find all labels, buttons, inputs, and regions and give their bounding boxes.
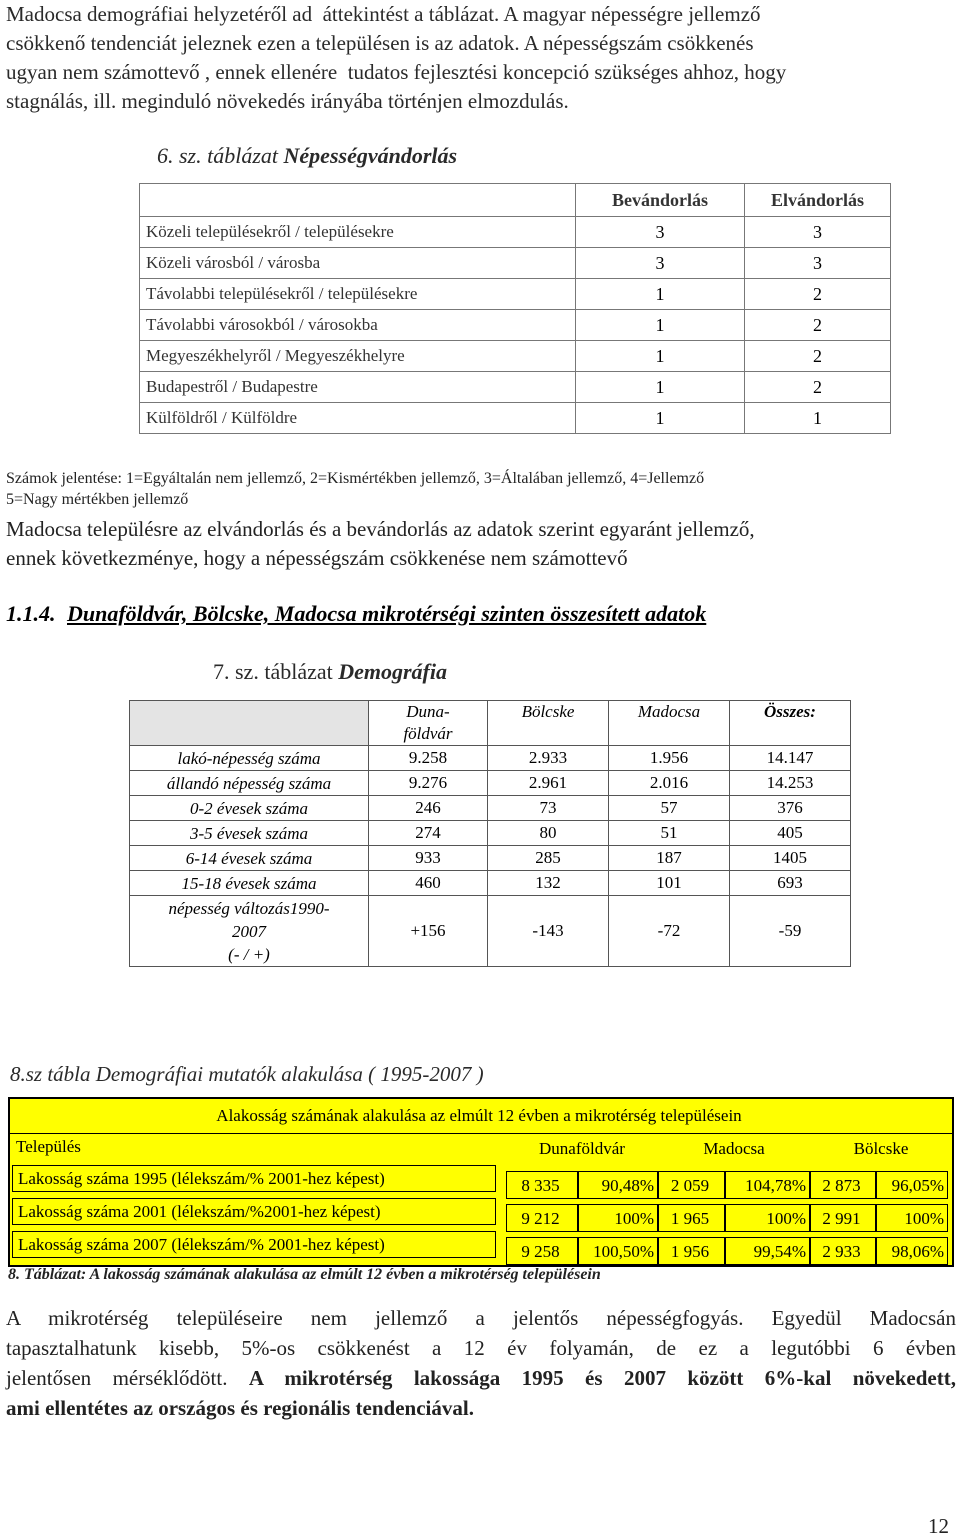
para3-line-1: A mikrotérség településeire nem jellemző a jelentős népességfogyás. Egyedül Madocsán [6, 1306, 956, 1330]
cell-value: 14.147 [730, 746, 851, 771]
section-number: 1.1.4. [6, 601, 56, 626]
cell-value: 9.276 [369, 771, 488, 796]
cell-value: 1405 [730, 846, 851, 871]
intro-paragraph [6, 0, 956, 116]
cell-value: 96,05% [876, 1171, 948, 1199]
column-header: Duna- földvár [369, 701, 488, 746]
cell-value: 8 335 [506, 1171, 578, 1199]
cell-value: 1 956 [658, 1237, 725, 1265]
para3-line-3-bold: A mikrotérség lakossága 1995 és 2007 között 6%-kal növekedett, [248, 1366, 956, 1390]
cell-value: 90,48% [578, 1171, 658, 1199]
cell-value: 51 [609, 821, 730, 846]
cell-value: 1 965 [658, 1204, 725, 1232]
column-header: Madocsa [609, 701, 730, 746]
cell-value: 274 [369, 821, 488, 846]
table-row [140, 248, 891, 279]
table7-caption-prefix: 7. sz. táblázat [213, 659, 339, 684]
cell-value: 1.956 [609, 746, 730, 771]
table7-caption [213, 659, 447, 685]
row-label: népesség változás1990- 2007 (- / +) [130, 896, 369, 967]
town-header: Dunaföldvár [506, 1133, 658, 1161]
intro-line-2: csökkenő tendenciát jeleznek ezen a településen is az adatok. A népességszám csökkenés [6, 31, 754, 55]
emigration-value: 3 [745, 217, 891, 248]
cell-value: 285 [488, 846, 609, 871]
para3-line-3 [6, 1363, 956, 1393]
cell-value: 9 258 [506, 1237, 578, 1265]
cell-value: 2.961 [488, 771, 609, 796]
table7-corner [130, 701, 369, 746]
table8-header-label: Település [10, 1133, 506, 1161]
cell-value: 376 [730, 796, 851, 821]
cell-value: 246 [369, 796, 488, 821]
legend-line-2: 5=Nagy mértékben jellemző [6, 491, 189, 508]
emigration-value: 3 [745, 248, 891, 279]
row-label: Távolabbi városokból / városokba [140, 310, 576, 341]
cell-value: 14.253 [730, 771, 851, 796]
town-header: Bölcske [810, 1133, 952, 1161]
cell-value: 80 [488, 821, 609, 846]
row-label: Közeli városból / városba [140, 248, 576, 279]
table6-header-in: Bevándorlás [576, 184, 745, 217]
table6-caption-title: Népességvándorlás [283, 143, 458, 168]
cell-value: 104,78% [725, 1171, 810, 1199]
intro-line-3: ugyan nem számottevő , ennek ellenére tudatos fejlesztési koncepció szükséges ahhoz, hogy [6, 60, 787, 84]
row-label: Megyeszékhelyről / Megyeszékhelyre [140, 341, 576, 372]
row-label: 0-2 évesek száma [130, 796, 369, 821]
row-label: Távolabbi településekről / településekre [140, 279, 576, 310]
cell-value: 100% [578, 1204, 658, 1232]
intro-line-1: Madocsa demográfiai helyzetéről ad áttekintést a táblázat. A magyar népességre jellemző [6, 2, 761, 26]
row-label: Lakosság száma 1995 (lélekszám/% 2001-hez képest) [12, 1165, 496, 1192]
table-row [130, 871, 851, 896]
legend-line-1: Számok jelentése: 1=Egyáltalán nem jellemző, 2=Kismértékben jellemző, 3=Általában jellemző, 4=Jellemző [6, 470, 705, 487]
para3-line-2: tapasztalhatunk kisebb, 5%-os csökkenést a 12 év folyamán, de ez a legutóbbi 6 évben [6, 1336, 956, 1360]
para2-line-1: Madocsa településre az elvándorlás és a bevándorlás az adatok szerint egyaránt jellemző, [6, 517, 755, 541]
cell-value: 132 [488, 871, 609, 896]
town-header: Madocsa [658, 1133, 810, 1161]
section-title: Dunaföldvár, Bölcske, Madocsa mikrotérségi szinten összesített adatok [67, 601, 707, 626]
cell-value: 57 [609, 796, 730, 821]
cell-value: +156 [369, 896, 488, 967]
population-trend-table [8, 1097, 954, 1267]
cell-value: 2 991 [810, 1204, 876, 1232]
immigration-value: 1 [576, 341, 745, 372]
row-label: 6-14 évesek száma [130, 846, 369, 871]
column-header: Összes: [730, 701, 851, 746]
cell-value: 9.258 [369, 746, 488, 771]
table8-note: 8. Táblázat: A lakosság számának alakulása az elmúlt 12 évben a mikrotérség településein [8, 1266, 601, 1283]
table-row [130, 821, 851, 846]
immigration-value: 1 [576, 310, 745, 341]
immigration-value: 1 [576, 372, 745, 403]
migration-table [139, 183, 891, 434]
table-row [140, 372, 891, 403]
cell-value: -72 [609, 896, 730, 967]
table6-caption-prefix: 6. sz. táblázat [157, 143, 284, 168]
table-row [140, 341, 891, 372]
row-label: lakó-népesség száma [130, 746, 369, 771]
emigration-value: 2 [745, 310, 891, 341]
row-label: Lakosság száma 2007 (lélekszám/% 2001-hez képest) [12, 1231, 496, 1258]
immigration-value: 1 [576, 279, 745, 310]
immigration-value: 3 [576, 217, 745, 248]
cell-value: 73 [488, 796, 609, 821]
para2-line-2: ennek következménye, hogy a népességszám csökkenése nem számottevő [6, 546, 628, 570]
para3-line-4: ami ellentétes az országos és regionális tendenciával. [6, 1396, 474, 1420]
table-row [140, 279, 891, 310]
emigration-value: 1 [745, 403, 891, 434]
intro-line-4: stagnálás, ill. meginduló növekedés irányába történjen elmozdulás. [6, 89, 569, 113]
emigration-value: 2 [745, 341, 891, 372]
cell-value: 187 [609, 846, 730, 871]
table8-title: Alakosság számának alakulása az elmúlt 12 évben a mikrotérség településein [10, 1099, 948, 1133]
table-row [130, 771, 851, 796]
row-label: 15-18 évesek száma [130, 871, 369, 896]
immigration-value: 3 [576, 248, 745, 279]
cell-value: 460 [369, 871, 488, 896]
page-number: 12 [928, 1514, 949, 1538]
cell-value: 98,06% [876, 1237, 948, 1265]
cell-value: 933 [369, 846, 488, 871]
cell-value: 99,54% [725, 1237, 810, 1265]
table-row [130, 796, 851, 821]
cell-value: 100,50% [578, 1237, 658, 1265]
cell-value: -59 [730, 896, 851, 967]
cell-value: 9 212 [506, 1204, 578, 1232]
immigration-value: 1 [576, 403, 745, 434]
cell-value: -143 [488, 896, 609, 967]
table7-caption-title: Demográfia [338, 659, 447, 684]
cell-value: 100% [876, 1204, 948, 1232]
emigration-value: 2 [745, 279, 891, 310]
cell-value: 2.933 [488, 746, 609, 771]
table-row [140, 217, 891, 248]
row-label: 3-5 évesek száma [130, 821, 369, 846]
row-label: állandó népesség száma [130, 771, 369, 796]
table-row [130, 896, 851, 967]
demography-table [129, 700, 851, 967]
table-row [140, 403, 891, 434]
row-label: Közeli településekről / településekre [140, 217, 576, 248]
para-migration [6, 515, 956, 573]
section-heading [6, 601, 706, 627]
cell-value: 101 [609, 871, 730, 896]
table-row [130, 746, 851, 771]
table-row [130, 846, 851, 871]
para-summary [6, 1303, 956, 1423]
table6-header-out: Elvándorlás [745, 184, 891, 217]
cell-value: 2.016 [609, 771, 730, 796]
cell-value: 2 933 [810, 1237, 876, 1265]
table6-legend [6, 468, 956, 510]
cell-value: 100% [725, 1204, 810, 1232]
emigration-value: 2 [745, 372, 891, 403]
cell-value: 405 [730, 821, 851, 846]
row-label: Külföldről / Külföldre [140, 403, 576, 434]
row-label: Lakosság száma 2001 (lélekszám/%2001-hez képest) [12, 1198, 496, 1225]
table6-caption [157, 143, 457, 169]
para3-line-3-normal: jelentősen mérséklődött. [6, 1366, 249, 1390]
cell-value: 693 [730, 871, 851, 896]
table8-caption: 8.sz tábla Demográfiai mutatók alakulása ( 1995-2007 ) [10, 1062, 484, 1086]
table6-corner [140, 184, 576, 217]
cell-value: 2 873 [810, 1171, 876, 1199]
cell-value: 2 059 [658, 1171, 725, 1199]
row-label: Budapestről / Budapestre [140, 372, 576, 403]
table-row [140, 310, 891, 341]
column-header: Bölcske [488, 701, 609, 746]
